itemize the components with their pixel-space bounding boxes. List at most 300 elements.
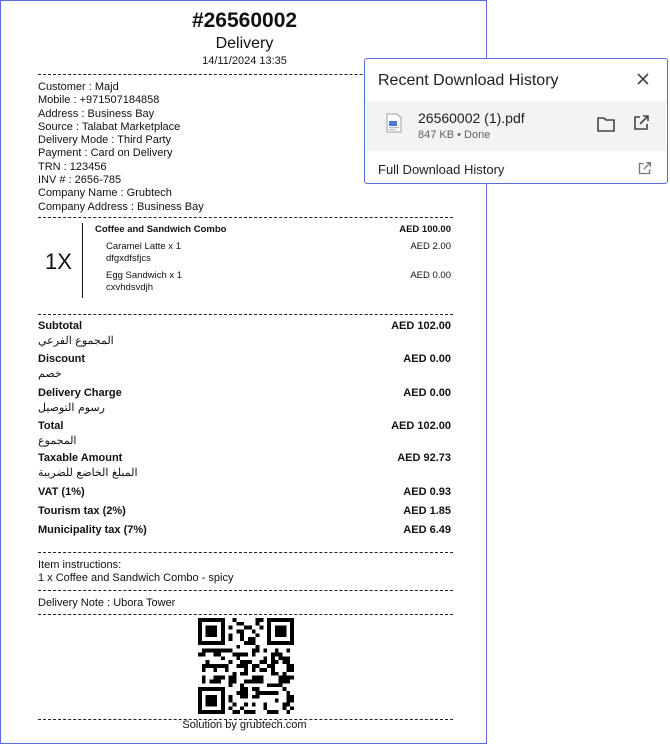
qr-module (202, 649, 206, 653)
qr-module (210, 626, 214, 630)
subtotal-label: Subtotal (38, 320, 82, 332)
open-external-icon[interactable] (632, 114, 650, 132)
qr-module (267, 691, 271, 695)
qr-module (240, 687, 244, 691)
qr-module (206, 641, 210, 645)
qr-module (259, 618, 263, 622)
qr-module (286, 679, 290, 683)
download-file-name[interactable]: 26560002 (1).pdf (418, 110, 525, 126)
qr-module (256, 679, 260, 683)
qr-module (240, 691, 244, 695)
qr-module (267, 618, 271, 622)
qr-module (198, 630, 202, 634)
modifier-name: Caramel Latte x 1 (106, 241, 181, 252)
qr-module (213, 626, 217, 630)
info-line: Company Address : Business Bay (38, 200, 204, 213)
qr-module (198, 710, 202, 714)
qr-module (221, 656, 225, 660)
qr-module (202, 687, 206, 691)
qr-module (286, 656, 290, 660)
qr-module (290, 630, 294, 634)
qr-module (279, 618, 283, 622)
download-item[interactable] (366, 101, 666, 151)
info-line: Payment : Card on Delivery (38, 147, 173, 160)
qr-module (206, 699, 210, 703)
qr-module (206, 702, 210, 706)
divider (38, 552, 453, 553)
info-line: Address : Business Bay (38, 107, 155, 120)
qr-module (275, 633, 279, 637)
qr-module (290, 664, 294, 668)
qr-module (198, 691, 202, 695)
info-line: Customer : Majd (38, 81, 119, 93)
qr-module (244, 668, 248, 672)
qr-module (275, 691, 279, 695)
qr-module (213, 649, 217, 653)
divider (38, 614, 453, 615)
qr-module (286, 702, 290, 706)
qr-module (240, 683, 244, 687)
qr-module (225, 664, 229, 668)
qr-module (275, 649, 279, 653)
qr-module (236, 710, 240, 714)
qr-module (259, 626, 263, 630)
qr-module (244, 641, 248, 645)
qr-module (213, 679, 217, 683)
qr-module (252, 710, 256, 714)
qr-module (271, 668, 275, 672)
qr-module (210, 649, 214, 653)
qr-module (248, 710, 252, 714)
qr-module (240, 706, 244, 710)
info-line: Mobile : +971507184858 (38, 94, 160, 107)
qr-module (233, 710, 237, 714)
qr-module (290, 695, 294, 699)
qr-module (252, 702, 256, 706)
qr-module (286, 699, 290, 703)
qr-module (256, 622, 260, 626)
qr-module (236, 691, 240, 695)
qr-module (248, 679, 252, 683)
qr-module (263, 660, 267, 664)
qr-module (282, 660, 286, 664)
qr-module (279, 679, 283, 683)
info-line: TRN : 123456 (38, 160, 107, 173)
divider (38, 590, 453, 591)
qr-module (271, 710, 275, 714)
qr-module (263, 668, 267, 672)
qr-module (202, 668, 206, 672)
qr-module (259, 691, 263, 695)
qr-module (267, 633, 271, 637)
qr-module (213, 668, 217, 672)
qr-module (206, 710, 210, 714)
modifier-name: Egg Sandwich x 1 (106, 270, 183, 281)
folder-icon[interactable] (596, 115, 616, 133)
qr-module (275, 710, 279, 714)
info-line: Source : Talabat Marketplace (38, 120, 181, 133)
qr-module (279, 633, 283, 637)
qr-module (198, 626, 202, 630)
modifier (106, 241, 181, 264)
qr-module (271, 683, 275, 687)
qr-module (271, 664, 275, 668)
qr-module (282, 633, 286, 637)
qr-module (244, 695, 248, 699)
qr-module (248, 626, 252, 630)
qr-module (271, 691, 275, 695)
qr-module (240, 633, 244, 637)
qr-module (213, 687, 217, 691)
qr-module (256, 695, 260, 699)
qr-module (210, 641, 214, 645)
qr-module (221, 622, 225, 626)
modifier-price: AED 0.00 (410, 270, 451, 281)
qr-module (213, 699, 217, 703)
qr-module (279, 656, 283, 660)
qr-module (236, 653, 240, 657)
qr-module (233, 702, 237, 706)
qr-module (286, 695, 290, 699)
qr-module (202, 618, 206, 622)
tourism-tax-value: AED 1.85 (403, 505, 451, 517)
qr-module (233, 676, 237, 680)
total-arabic: المجموع (38, 434, 77, 447)
qr-module (259, 676, 263, 680)
qr-module (252, 679, 256, 683)
qr-module (240, 653, 244, 657)
qr-module (217, 679, 221, 683)
qr-module (221, 626, 225, 630)
item-instructions-label: Item instructions: (38, 559, 122, 571)
qr-module (271, 660, 275, 664)
qr-module (263, 649, 267, 653)
qr-module (279, 641, 283, 645)
qr-module (236, 630, 240, 634)
qr-module (202, 641, 206, 645)
qr-module (252, 649, 256, 653)
municipality-tax-value: AED 6.49 (403, 524, 451, 536)
info-line: Company Name : Grubtech (38, 187, 172, 200)
qr-module (252, 664, 256, 668)
open-external-icon[interactable] (637, 161, 652, 176)
qr-module (275, 626, 279, 630)
qr-module (256, 676, 260, 680)
customer-info (38, 81, 204, 214)
discount-value: AED 0.00 (403, 353, 451, 365)
item-instructions (38, 559, 233, 585)
qr-module (225, 668, 229, 672)
qr-module (290, 618, 294, 622)
municipality-tax-label: Municipality tax (7%) (38, 524, 147, 536)
delivery-charge-arabic: رسوم التوصيل (38, 401, 105, 414)
qr-module (275, 630, 279, 634)
qr-module (271, 656, 275, 660)
qr-module (202, 710, 206, 714)
qr-module (263, 702, 267, 706)
qr-module (286, 660, 290, 664)
qr-module (290, 626, 294, 630)
qr-module (198, 618, 202, 622)
qr-module (259, 679, 263, 683)
qr-module (210, 664, 214, 668)
qr-module (210, 679, 214, 683)
qr-module (271, 641, 275, 645)
qr-module (252, 641, 256, 645)
info-line: Delivery Mode : Third Party (38, 134, 172, 147)
qr-module (252, 653, 256, 657)
qr-module (244, 660, 248, 664)
qr-module (244, 653, 248, 657)
qr-code (198, 618, 294, 714)
qr-module (206, 633, 210, 637)
qr-module (217, 653, 221, 657)
qr-module (263, 656, 267, 660)
qr-module (290, 668, 294, 672)
modifier-note: dfgxdfsfjcs (106, 252, 151, 264)
qr-module (221, 687, 225, 691)
qr-module (198, 706, 202, 710)
qr-module (206, 630, 210, 634)
tourism-tax-label: Tourism tax (2%) (38, 505, 126, 517)
qr-module (256, 687, 260, 691)
qr-module (198, 641, 202, 645)
taxable-amount-value: AED 92.73 (397, 452, 451, 464)
qr-module (221, 641, 225, 645)
qr-module (282, 641, 286, 645)
qr-module (210, 630, 214, 634)
qr-module (198, 633, 202, 637)
qr-module (202, 653, 206, 657)
qr-module (236, 622, 240, 626)
qr-module (267, 664, 271, 668)
qr-module (206, 687, 210, 691)
delivery-charge-label: Delivery Charge (38, 387, 122, 399)
modifier-price: AED 2.00 (410, 241, 451, 252)
qr-module (210, 633, 214, 637)
qr-module (248, 637, 252, 641)
qr-module (217, 676, 221, 680)
qr-module (198, 702, 202, 706)
qr-module (229, 676, 233, 680)
qr-module (282, 702, 286, 706)
qr-module (213, 618, 217, 622)
qr-module (213, 676, 217, 680)
qr-module (252, 687, 256, 691)
taxable-amount-arabic: المبلغ الخاضع للضريبة (38, 466, 138, 479)
item-price: AED 100.00 (399, 224, 451, 235)
qr-module (217, 710, 221, 714)
qr-module (206, 649, 210, 653)
qr-module (282, 672, 286, 676)
qr-module (213, 641, 217, 645)
qr-module (229, 633, 233, 637)
qr-module (229, 706, 233, 710)
order-type: Delivery (215, 35, 274, 52)
qr-module (263, 691, 267, 695)
qr-module (290, 637, 294, 641)
download-file-meta: 847 KB • Done (418, 129, 491, 141)
qr-module (286, 668, 290, 672)
qr-module (210, 695, 214, 699)
qr-module (236, 656, 240, 660)
qr-module (244, 672, 248, 676)
qr-module (286, 649, 290, 653)
order-date: 14/11/2024 13:35 (202, 55, 287, 67)
qr-module (210, 702, 214, 706)
qr-module (240, 630, 244, 634)
full-download-history-link[interactable]: Full Download History (378, 162, 505, 177)
qr-module (217, 649, 221, 653)
qr-module (198, 687, 202, 691)
qr-module (275, 641, 279, 645)
qr-module (286, 676, 290, 680)
qr-module (240, 660, 244, 664)
qr-module (217, 664, 221, 668)
qr-module (198, 699, 202, 703)
taxable-amount-label: Taxable Amount (38, 452, 123, 464)
qr-module (213, 630, 217, 634)
qr-module (267, 626, 271, 630)
qr-module (275, 672, 279, 676)
qr-module (267, 637, 271, 641)
qr-module (267, 710, 271, 714)
qr-module (279, 683, 283, 687)
qr-module (206, 695, 210, 699)
vat-value: AED 0.93 (403, 486, 451, 498)
qr-module (256, 618, 260, 622)
qr-module (282, 679, 286, 683)
divider (38, 314, 453, 315)
qr-module (229, 649, 233, 653)
qr-module (252, 630, 256, 634)
qr-module (244, 679, 248, 683)
qr-module (275, 653, 279, 657)
item-quantity: 1X (45, 249, 72, 274)
qr-module (221, 637, 225, 641)
qr-module (256, 645, 260, 649)
qr-module (213, 702, 217, 706)
qr-module (206, 618, 210, 622)
qr-module (240, 695, 244, 699)
qr-module (221, 676, 225, 680)
qr-module (210, 687, 214, 691)
total-label: Total (38, 420, 64, 432)
qr-module (213, 664, 217, 668)
qr-module (256, 664, 260, 668)
qr-module (221, 649, 225, 653)
qr-module (229, 683, 233, 687)
qr-module (206, 664, 210, 668)
item-name: Coffee and Sandwich Combo (95, 224, 227, 235)
qr-module (244, 664, 248, 668)
qr-module (282, 676, 286, 680)
qr-module (290, 676, 294, 680)
qr-module (213, 695, 217, 699)
qr-module (286, 710, 290, 714)
qr-module (267, 622, 271, 626)
qr-module (282, 630, 286, 634)
qr-module (198, 637, 202, 641)
qr-module (221, 702, 225, 706)
qr-module (275, 683, 279, 687)
qr-module (248, 641, 252, 645)
qr-module (240, 664, 244, 668)
qr-module (225, 649, 229, 653)
qr-module (275, 699, 279, 703)
qr-module (290, 706, 294, 710)
qr-module (233, 679, 237, 683)
qr-module (217, 618, 221, 622)
qr-module (213, 633, 217, 637)
qr-module (275, 618, 279, 622)
pdf-file-icon (386, 113, 402, 133)
qr-module (290, 641, 294, 645)
qr-module (221, 664, 225, 668)
qr-module (279, 653, 283, 657)
qr-module (286, 691, 290, 695)
qr-module (221, 618, 225, 622)
qr-module (229, 679, 233, 683)
qr-module (221, 633, 225, 637)
qr-module (202, 679, 206, 683)
qr-module (210, 710, 214, 714)
qr-module (229, 695, 233, 699)
qr-module (210, 618, 214, 622)
vat-label: VAT (1%) (38, 486, 85, 498)
qr-module (221, 691, 225, 695)
qr-module (259, 660, 263, 664)
qr-module (240, 622, 244, 626)
qr-module (229, 637, 233, 641)
item-separator (82, 223, 83, 298)
qr-module (198, 653, 202, 657)
download-panel-title: Recent Download History (378, 72, 559, 89)
qr-module (217, 687, 221, 691)
qr-module (267, 630, 271, 634)
qr-module (236, 664, 240, 668)
item-instructions-text: 1 x Coffee and Sandwich Combo - spicy (38, 572, 234, 584)
qr-module (229, 660, 233, 664)
qr-module (198, 695, 202, 699)
qr-module (279, 626, 283, 630)
qr-module (233, 653, 237, 657)
qr-module (221, 695, 225, 699)
qr-module (221, 710, 225, 714)
close-icon[interactable] (635, 71, 651, 87)
qr-module (244, 710, 248, 714)
qr-module (248, 660, 252, 664)
qr-module (233, 618, 237, 622)
qr-module (240, 637, 244, 641)
delivery-charge-value: AED 0.00 (403, 387, 451, 399)
download-history-panel (364, 58, 668, 184)
total-value: AED 102.00 (391, 420, 451, 432)
qr-module (286, 641, 290, 645)
discount-arabic: خصم (38, 367, 62, 380)
qr-module (202, 664, 206, 668)
qr-module (271, 653, 275, 657)
qr-module (286, 664, 290, 668)
subtotal-value: AED 102.00 (391, 320, 451, 332)
modifier-note: cxvhdsvdjh (106, 281, 153, 293)
qr-module (271, 672, 275, 676)
qr-module (271, 618, 275, 622)
qr-module (252, 668, 256, 672)
qr-module (217, 641, 221, 645)
qr-module (256, 691, 260, 695)
delivery-note: Delivery Note : Ubora Tower (38, 597, 176, 609)
